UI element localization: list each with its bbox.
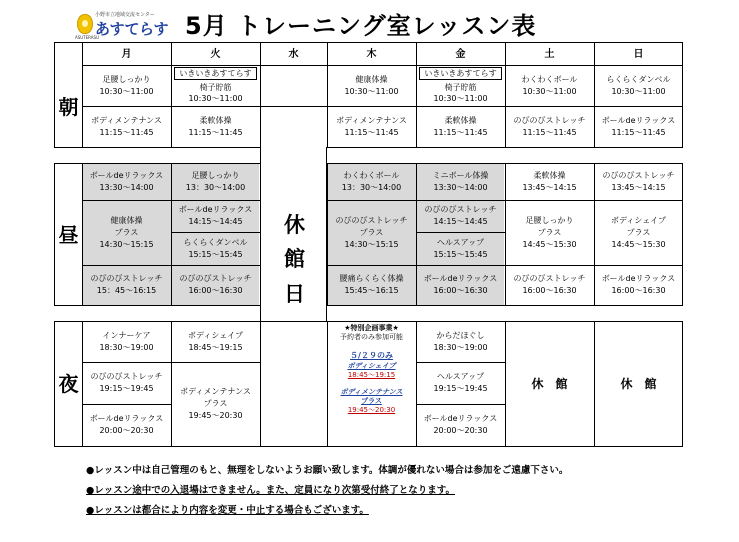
closed-cell-sun: 休 館 (620, 377, 657, 391)
lesson-cell: ヘルスアップ 19:15～19:45 (433, 372, 488, 393)
lesson-cell: のびのびストレッチ 19:15～19:45 (90, 372, 163, 393)
lesson-cell: 腰痛らくらく体操 15:45～16:15 (339, 274, 404, 295)
day-header-thu: 木 (366, 48, 377, 60)
lesson-cell: ボディメンテナンス 11:15～11:45 (336, 116, 407, 137)
note-item: ●レッスン途中での入退場はできません。また、定員になり次第受付終了となります。 (86, 485, 456, 496)
lesson-cell: 柔軟体操 11:15～11:45 (188, 116, 243, 137)
lesson-cell: いきいきあすてらす 椅子貯筋 10:30～11:00 (171, 65, 260, 106)
noon-block (54, 163, 683, 306)
day-header-fri: 金 (455, 48, 466, 60)
notes (86, 461, 568, 521)
lesson-cell: わくわくボール 10:30～11:00 (521, 74, 578, 96)
lesson-cell: ボディメンテナンス プラス 19:45～20:30 (180, 387, 251, 420)
closed-char: 日 (284, 282, 305, 306)
lesson-cell: のびのびストレッチ 15：45～16:15 (90, 274, 163, 295)
lesson-cell: ボディシェイプ プラス 14:45～15:30 (611, 215, 666, 249)
lesson-cell: 健康体操 プラス 14:30～15:15 (99, 215, 154, 249)
page-title: 5月 トレーニング室レッスン表 (185, 12, 537, 40)
logo (75, 8, 168, 40)
wednesday-closed-strip (260, 147, 327, 322)
lesson-cell: ミニボール体操 13:30～14:00 (432, 171, 489, 192)
lesson-cell: らくらくダンベル 15:15～15:45 (183, 237, 248, 259)
day-header-sat: 土 (544, 48, 555, 60)
lesson-cell: 柔軟体操 11:15～11:45 (433, 116, 488, 137)
lesson-cell: ボディシェイプ 18:45～19:15 (188, 331, 243, 352)
lesson-cell: のびのびストレッチ 16:00～16:30 (179, 274, 252, 295)
lesson-cell: ボールdeリラックス 20:00～20:30 (423, 414, 498, 435)
lesson-cell: ボールdeリラックス 13:30～14:00 (89, 171, 164, 192)
logo-small-text: 小野市立地域交流センター (95, 12, 155, 18)
day-header-tue: 火 (210, 48, 221, 60)
lesson-cell: ボールdeリラックス 14:15～14:45 (178, 205, 253, 226)
lesson-cell: 足腰しっかり 10:30～11:00 (99, 74, 154, 96)
lesson-cell: のびのびストレッチ 16:00～16:30 (513, 274, 586, 295)
lesson-cell: ヘルスアップ 15:15～15:45 (433, 237, 488, 259)
egg-logo-icon (77, 14, 93, 34)
day-header-wed: 水 (288, 48, 299, 60)
lesson-cell: ボールdeリラックス 11:15～11:45 (601, 116, 676, 137)
lesson-cell: いきいきあすてらす 椅子貯筋 10:30～11:00 (416, 65, 505, 106)
page-header (0, 0, 739, 42)
lesson-cell: からだほぐし 18:30～19:00 (433, 331, 488, 352)
lesson-cell: 足腰しっかり 13：30～14:00 (185, 171, 246, 192)
lesson-cell: らくらくダンベル 10:30～11:00 (606, 74, 671, 96)
closed-char: 館 (284, 247, 305, 271)
lesson-cell: わくわくボール 13：30～14:00 (341, 171, 402, 192)
day-header-mon: 月 (121, 48, 132, 60)
special-event-cell: ★特別企画事業★ 予約者のみ参加可能 ５/２９のみ ボディシェイプ 18:45～19:15 ボディメンテナンス プラス 19:45～20:30 (340, 324, 403, 415)
lesson-cell: ボールdeリラックス 16:00～16:30 (423, 274, 498, 295)
lesson-cell: のびのびストレッチ 13:45～14:15 (602, 171, 675, 192)
closed-char: 休 (284, 213, 305, 237)
period-label-noon: 昼 (58, 222, 79, 247)
lesson-cell: インナーケア 18:30～19:00 (99, 331, 154, 352)
logo-brand: あすてらす (95, 20, 168, 38)
lesson-cell: 足腰しっかり プラス 14:45～15:30 (522, 215, 577, 249)
note-item: ●レッスンは都合により内容を変更・中止する場合もございます。 (86, 505, 369, 516)
lesson-cell: 健康体操 10:30～11:00 (344, 74, 399, 96)
program-tag: いきいきあすてらす (174, 67, 256, 80)
morning-block (54, 42, 683, 148)
note-item: ●レッスン中は自己管理のもと、無理をしないようお願い致します。体調が優れない場合は参加をご遠慮下さい。 (86, 465, 569, 476)
lesson-cell: のびのびストレッチ 14:15～14:45 (424, 205, 497, 226)
lesson-cell: ボールdeリラックス 16:00～16:30 (601, 274, 676, 295)
lesson-cell: ボールdeリラックス 20:00～20:30 (89, 414, 164, 435)
period-label-morning: 朝 (58, 95, 79, 119)
program-tag: いきいきあすてらす (419, 67, 501, 80)
closed-cell-sat: 休 館 (531, 377, 568, 391)
lesson-cell: のびのびストレッチ プラス 14:30～15:15 (335, 215, 408, 249)
period-label-night: 夜 (58, 372, 79, 396)
lesson-cell: 柔軟体操 13:45～14:15 (522, 171, 577, 192)
lesson-cell: のびのびストレッチ 11:15～11:45 (513, 116, 586, 137)
night-block (54, 321, 683, 447)
lesson-cell: ボディメンテナンス 11:15～11:45 (91, 116, 162, 137)
logo-sub: ASUTERASU (75, 35, 99, 40)
day-header-sun: 日 (633, 48, 644, 60)
